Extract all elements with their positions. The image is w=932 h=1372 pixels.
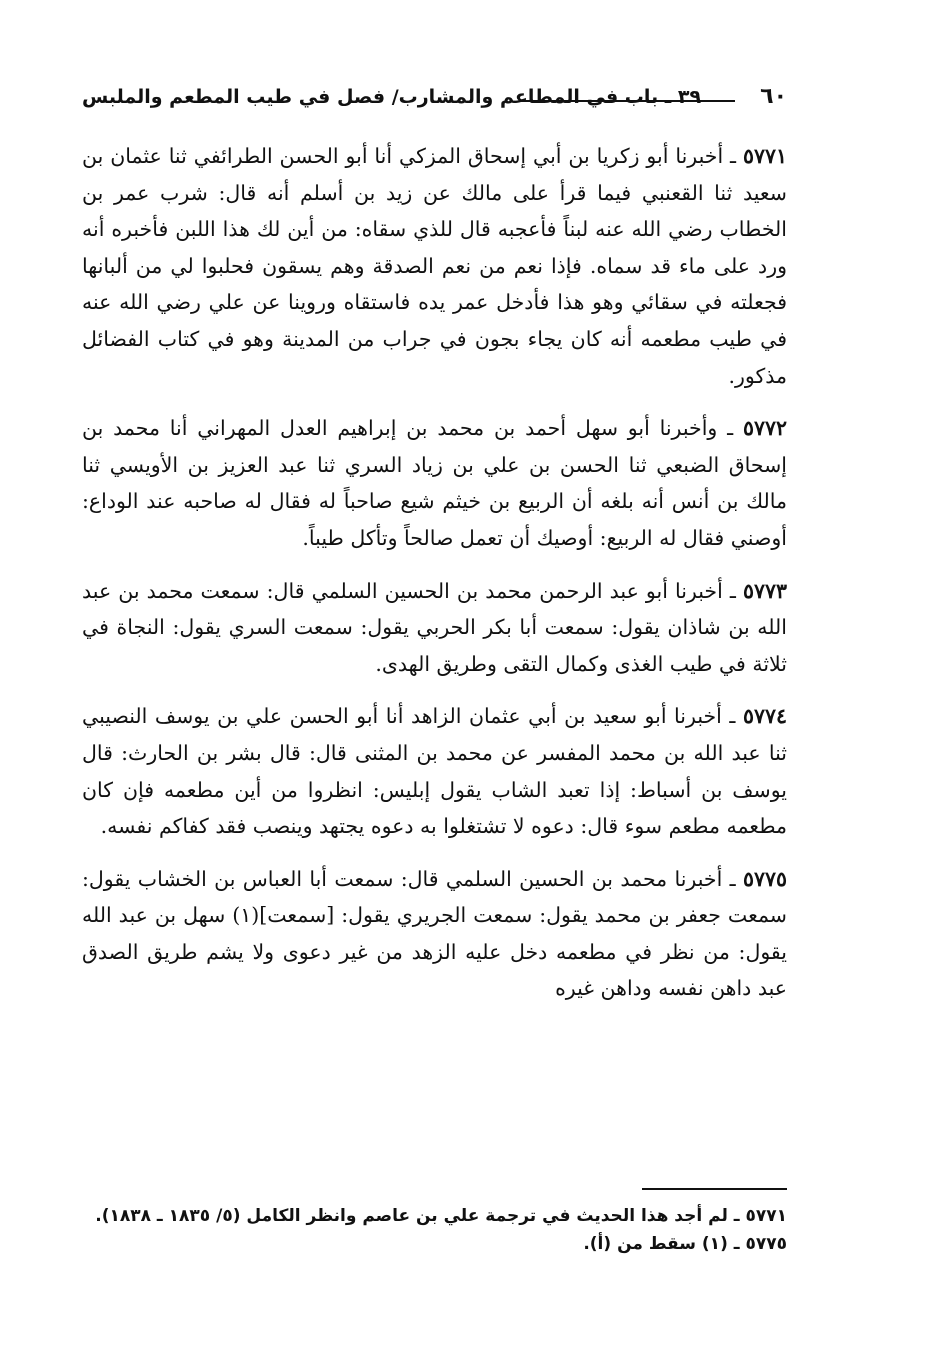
- entry-number: ٥٧٧٣: [742, 578, 787, 603]
- footnotes: [82, 1188, 787, 1258]
- hadith-entry: [82, 573, 787, 683]
- running-title: ٣٩ ـ باب في المطاعم والمشارب/ فصل في طيب المطعم والملبس: [82, 86, 702, 108]
- main-text: [82, 138, 787, 1023]
- entry-text: ـ أخبرنا أبو عبد الرحمن محمد بن الحسين السلمي قال: سمعت محمد بن عبد الله بن شاذان يقول: سمعت أبا بكر الحربي يقول: سمعت السري يقول: النجاة في ثلاثة في طيب الغذى وكمال التقى وطريق الهدى.: [82, 578, 787, 676]
- page-header: [82, 82, 787, 116]
- hadith-entry: [82, 861, 787, 1007]
- footnote: ٥٧٧١ ـ لم أجد هذا الحديث في ترجمة علي بن عاصم وانظر الكامل (٥/ ١٨٣٥ ـ ١٨٣٨).: [95, 1206, 787, 1226]
- footnote-rule: [642, 1188, 787, 1190]
- footnote: ٥٧٧٥ ـ (١) سقط من (أ).: [583, 1234, 787, 1254]
- hadith-entry: [82, 698, 787, 844]
- entry-text: ـ أخبرنا أبو سعيد بن أبي عثمان الزاهد أنا أبو الحسن علي بن يوسف النصيبي ثنا عبد الله بن محمد المفسر عن محمد بن المثنى قال: قال بشر بن الحارث: قال يوسف بن أسباط: إذا تعبد الشاب يقول إبليس: انظروا من أين مطعمه فإن كان مطعمه مطعم سوء قال: دعوه لا تشتغلوا به دعوه يجتهد وينصب فقد كفاكم نفسه.: [82, 704, 787, 839]
- entry-text: ـ أخبرنا أبو زكريا بن أبي إسحاق المزكي أنا أبو الحسن الطرائفي ثنا عثمان بن سعيد ثنا القعنبي فيما قرأ على مالك عن زيد بن أسلم أنه قال: شرب عمر بن الخطاب رضي الله عنه لبناً فأعجبه قال للذي سقاه: من أين لك هذا اللبن فأخبره أنه ورد على ماء قد سماه. فإذا نعم من نعم الصدقة وهم يسقون فحلبوا لي من ألبانها فجعلته في سقائي وهو هذا فأدخل عمر يده فاستقاه وروينا عن علي رضي الله عنه في طيب مطعمه أنه كان يجاء بجون في جراب من المدينة وهو في كتاب الفضائل مذكور.: [82, 144, 787, 388]
- entry-number: ٥٧٧١: [742, 144, 787, 168]
- page-number: ٦٠: [760, 84, 787, 109]
- entry-number: ٥٧٧٤: [742, 704, 787, 729]
- entry-number: ٥٧٧٢: [742, 416, 787, 441]
- hadith-entry: [82, 138, 787, 394]
- hadith-entry: [82, 410, 787, 556]
- entry-text: ـ أخبرنا محمد بن الحسين السلمي قال: سمعت أبا العباس بن الخشاب يقول: سمعت جعفر بن محمد يقول: سمعت الجريري يقول: [سمعت](١) سهل بن عبد الله يقول: من نظر في مطعمه دخل عليه الزهد من غير دعوى ولا يشم طريق الصدق عبد داهن نفسه وداهن غيره: [82, 866, 787, 1001]
- entry-text: ـ وأخبرنا أبو سهل أحمد بن محمد بن إبراهيم العدل المهراني أنا محمد بن إسحاق الضبعي ثنا الحسن بن علي بن زياد السري ثنا عبد العزيز بن الأويسي ثنا مالك بن أنس أنه بلغه أن الربيع بن خيثم شيع صاحباً له فقال له صاحبه عند الوداع: أوصني فقال له الربيع: أوصيك أن تعمل صالحاً وتأكل طيباً.: [82, 416, 787, 550]
- entry-number: ٥٧٧٥: [742, 866, 787, 891]
